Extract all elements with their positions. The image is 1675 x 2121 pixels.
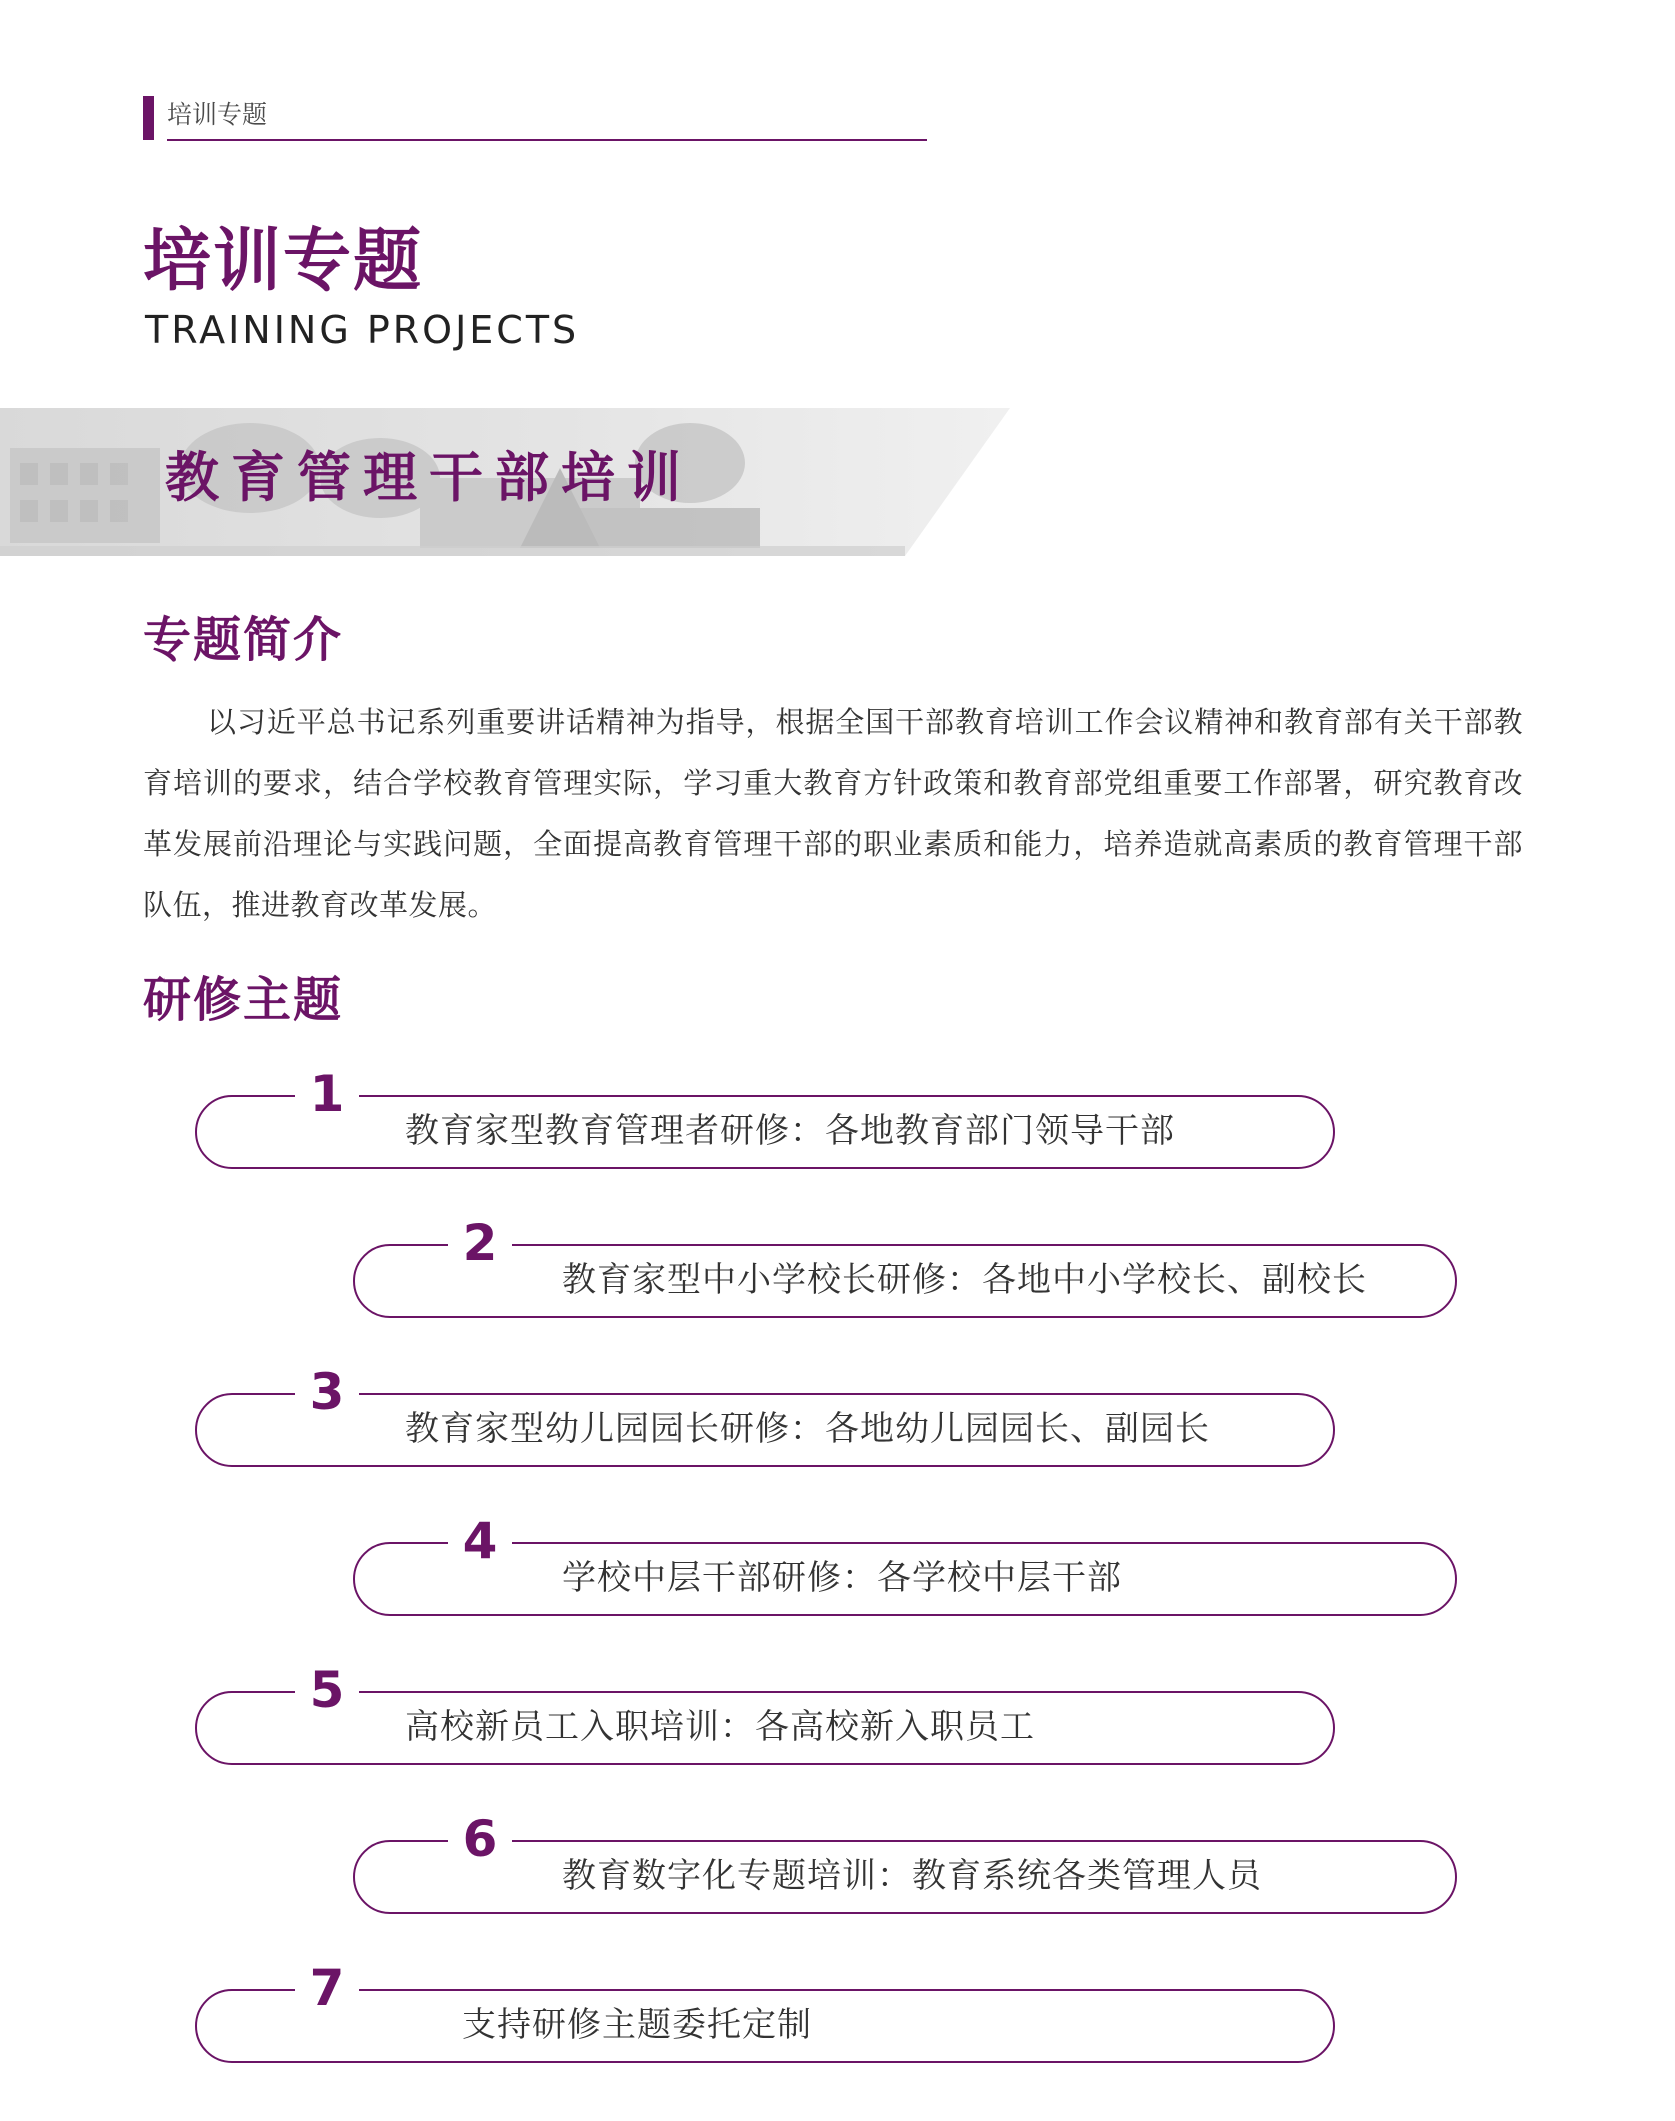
- topic-text: 教育家型幼儿园园长研修：各地幼儿园园长、副园长: [405, 1409, 1210, 1449]
- topic-number: 4: [462, 1512, 498, 1570]
- breadcrumb-underline: [167, 139, 927, 141]
- topic-number: 5: [309, 1661, 345, 1719]
- topic-text: 支持研修主题委托定制: [462, 2005, 812, 2045]
- page-title: 培训专题: [143, 222, 424, 301]
- topic-text: 教育家型教育管理者研修：各地教育部门领导干部: [405, 1111, 1175, 1151]
- list-item: [353, 1512, 1457, 1616]
- topic-number: 3: [309, 1363, 345, 1421]
- topic-number: 1: [309, 1065, 345, 1123]
- topics-heading: 研修主题: [143, 972, 344, 1028]
- list-item: [195, 1065, 1335, 1169]
- list-item: [195, 1363, 1335, 1467]
- list-item: [353, 1214, 1457, 1318]
- list-item: [195, 1661, 1335, 1765]
- intro-heading: 专题简介: [143, 612, 344, 668]
- list-item: [195, 1959, 1335, 2063]
- topic-number: 7: [309, 1959, 345, 2017]
- page-subtitle: TRAINING PROJECTS: [145, 308, 580, 352]
- topic-number: 2: [462, 1214, 498, 1272]
- topic-text: 教育数字化专题培训：教育系统各类管理人员: [562, 1856, 1262, 1896]
- breadcrumb-accent-bar: [143, 96, 154, 140]
- topic-text: 学校中层干部研修：各学校中层干部: [562, 1558, 1122, 1598]
- list-item: [353, 1810, 1457, 1914]
- breadcrumb: 培训专题: [167, 100, 268, 129]
- topic-text: 教育家型中小学校长研修：各地中小学校长、副校长: [562, 1260, 1367, 1300]
- topic-text: 高校新员工入职培训：各高校新入职员工: [405, 1707, 1035, 1747]
- banner-title: 教育管理干部培训: [165, 446, 693, 509]
- topic-number: 6: [462, 1810, 498, 1868]
- intro-paragraph: 以习近平总书记系列重要讲话精神为指导，根据全国干部教育培训工作会议精神和教育部有关干部教育培训的要求，结合学校教育管理实际，学习重大教育方针政策和教育部党组重要工作部署，研究教育改革发展前沿理论与实践问题，全面提高教育管理干部的职业素质和能力，培养造就高素质的教育管理干部队伍，推进教育改革发展。: [143, 705, 1523, 922]
